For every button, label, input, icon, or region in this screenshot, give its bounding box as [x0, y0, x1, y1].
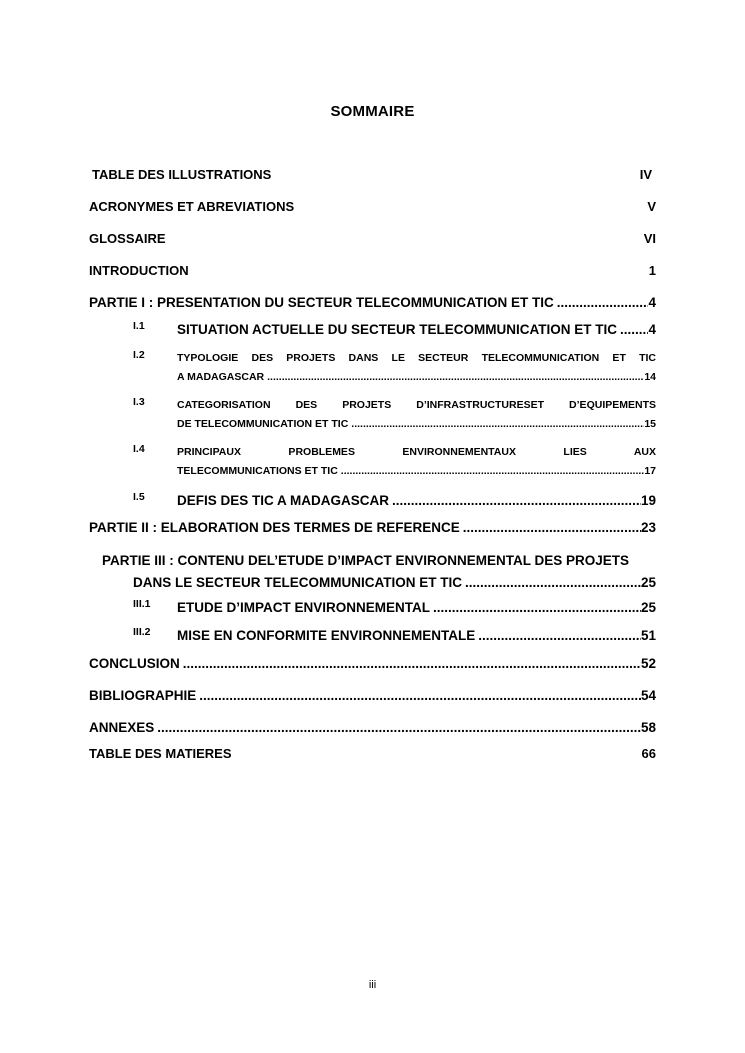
toc-entry-label: TABLE DES ILLUSTRATIONS — [92, 167, 272, 182]
toc-sub-entry-iii2[interactable] — [133, 626, 656, 645]
toc-entry-label-line2: TELECOMMUNICATIONS ET TIC — [177, 465, 338, 477]
toc-entry-label: TABLE DES MATIERES — [89, 746, 232, 761]
toc-entry-page: 25 — [640, 575, 656, 590]
toc-entry-label-line1: PARTIE III : CONTENU DEL’ETUDE D’IMPACT ENVIRONNEMENTAL DES PROJETS — [102, 553, 630, 568]
toc-entry-label: SITUATION ACTUELLE DU SECTEUR TELECOMMUNICATION ET TIC — [177, 322, 617, 337]
toc-entry-label: INTRODUCTION — [89, 263, 189, 278]
toc-entry-introduction[interactable] — [89, 263, 656, 278]
dot-leader — [351, 415, 644, 434]
section-number: I.5 — [133, 491, 145, 503]
toc-entry-label: CONCLUSION — [89, 656, 180, 671]
dot-leader — [267, 368, 644, 387]
toc-entry-label: PARTIE II : ELABORATION DES TERMES DE REFERENCE — [89, 520, 460, 535]
toc-entry-page: 25 — [640, 600, 656, 615]
dot-leader — [557, 295, 649, 310]
dot-leader — [463, 520, 641, 535]
dot-leader — [433, 598, 641, 617]
toc-entry-conclusion[interactable] — [89, 656, 656, 671]
toc-entry-partie-1[interactable] — [89, 295, 656, 310]
toc-entry-label-line2: DANS LE SECTEUR TELECOMMUNICATION ET TIC — [133, 575, 462, 590]
toc-entry-partie-3[interactable] — [89, 550, 656, 594]
section-number: I.3 — [133, 396, 145, 408]
toc-entry-page: IV — [639, 167, 652, 182]
toc-sub-entry-i2[interactable] — [133, 349, 656, 387]
toc-entry-page: 52 — [640, 656, 656, 671]
toc-entry-page: V — [647, 199, 656, 214]
toc-entry-page: 15 — [644, 418, 656, 430]
toc-entry-label-line1: CATEGORISATION DES PROJETS D’INFRASTRUCTURESET D’EQUIPEMENTS — [177, 399, 656, 411]
toc-entry-label: PARTIE I : PRESENTATION DU SECTEUR TELECOMMUNICATION ET TIC — [89, 295, 554, 310]
toc-sub-entry-i1[interactable] — [133, 320, 656, 339]
dot-leader — [183, 656, 641, 671]
toc-entry-label: ANNEXES — [89, 720, 155, 735]
toc-entry-page: 14 — [644, 371, 656, 383]
toc-entry-partie-2[interactable] — [89, 520, 656, 535]
dot-leader — [199, 688, 641, 703]
toc-entry-page: 58 — [640, 720, 656, 735]
toc-entry-page: VI — [643, 231, 656, 246]
toc-entry-page: 4 — [648, 295, 656, 310]
dot-leader — [478, 626, 641, 645]
section-number: I.1 — [133, 320, 145, 332]
page-number: iii — [368, 979, 377, 991]
toc-entry-page: 51 — [640, 628, 656, 643]
toc-entry-label-line2: DE TELECOMMUNICATION ET TIC — [177, 418, 349, 430]
toc-entry-page: 66 — [641, 746, 656, 761]
toc-sub-entry-i3[interactable] — [133, 396, 656, 434]
toc-entry-label: ACRONYMES ET ABREVIATIONS — [89, 199, 295, 214]
toc-entry-page: 1 — [648, 263, 656, 278]
toc-entry-label: MISE EN CONFORMITE ENVIRONNEMENTALE — [177, 628, 476, 643]
section-number: III.2 — [133, 626, 151, 638]
toc-sub-entry-i5[interactable] — [133, 491, 656, 510]
toc-sub-entry-iii1[interactable] — [133, 598, 656, 617]
toc-entry-page: 19 — [640, 493, 656, 508]
dot-leader — [157, 720, 641, 735]
dot-leader — [341, 462, 645, 481]
toc-entry-table-matieres[interactable] — [89, 746, 656, 761]
toc-entry-page: 17 — [644, 465, 656, 477]
page-title: SOMMAIRE — [330, 103, 415, 120]
toc-entry-page: 54 — [640, 688, 656, 703]
section-number: III.1 — [133, 598, 151, 610]
toc-entry-label: DEFIS DES TIC A MADAGASCAR — [177, 493, 390, 508]
toc-entry-glossaire[interactable] — [89, 231, 656, 246]
toc-entry-label: ETUDE D’IMPACT ENVIRONNEMENTAL — [177, 600, 430, 615]
toc-entry-label: GLOSSAIRE — [89, 231, 166, 246]
section-number: I.4 — [133, 443, 145, 455]
toc-entry-table-illustrations[interactable] — [89, 167, 656, 182]
toc-entry-page: 4 — [648, 322, 656, 337]
toc-entry-label: BIBLIOGRAPHIE — [89, 688, 197, 703]
toc-entry-acronymes[interactable] — [89, 199, 656, 214]
section-number: I.2 — [133, 349, 145, 361]
dot-leader — [392, 491, 641, 510]
toc-entry-page: 23 — [640, 520, 656, 535]
dot-leader — [465, 572, 641, 594]
toc-entry-label-line1: PRINCIPAUX PROBLEMES ENVIRONNEMENTAUX LIES AUX — [177, 446, 656, 458]
toc-entry-label-line2: A MADAGASCAR — [177, 371, 265, 383]
toc-sub-entry-i4[interactable] — [133, 443, 656, 481]
toc-entry-bibliographie[interactable] — [89, 688, 656, 703]
toc-entry-annexes[interactable] — [89, 720, 656, 735]
toc-entry-label-line1: TYPOLOGIE DES PROJETS DANS LE SECTEUR TELECOMMUNICATION ET TIC — [177, 352, 656, 364]
dot-leader — [620, 320, 649, 339]
